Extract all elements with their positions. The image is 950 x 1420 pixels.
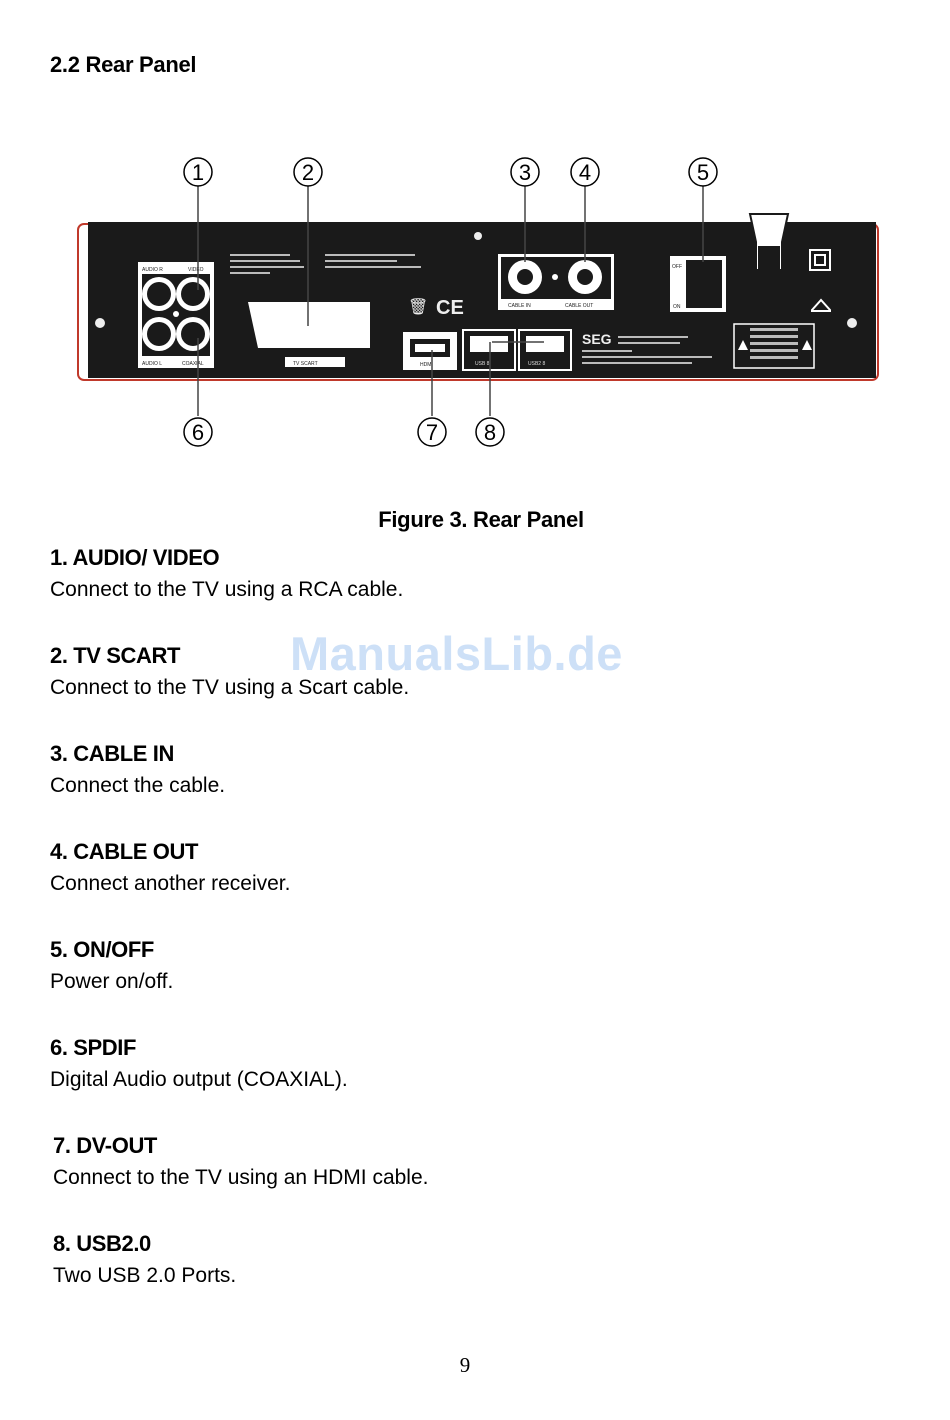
item-title: 3. CABLE IN [50,741,174,766]
item-title: 2. TV SCART [50,643,181,668]
list-item [50,837,910,935]
power-switch [686,260,722,308]
item-title: 6. SPDIF [50,1035,137,1060]
item-text: Digital Audio output (COAXIAL). [50,1068,348,1091]
list-item [50,739,910,837]
callout-number: 7 [425,420,439,445]
port-label: OFF [672,264,682,270]
port-label: USB 8 [475,361,490,367]
page-number: 9 [459,1353,471,1377]
list-item [50,1131,910,1229]
list-item [50,935,910,1033]
figure-caption: Figure 3. Rear Panel [378,507,584,532]
screw-icon [95,318,105,328]
port-label: USB2 8 [528,361,546,367]
screw-icon [847,318,857,328]
item-text: Connect to the TV using a RCA cable. [50,578,404,601]
port-label: HDMI [420,362,433,368]
ce-mark-icon: CE [436,297,464,319]
section-title: 2.2 Rear Panel [50,52,197,77]
port-label: AUDIO R [142,267,163,273]
scart-port [248,302,370,348]
port-label: TV SCART [293,361,318,367]
callout-number: 2 [301,160,315,185]
weee-bin-icon: 🗑 [408,297,429,316]
callout-number: 6 [191,420,205,445]
port-label: COAXIAL [182,361,204,367]
callout-number: 4 [578,160,592,185]
callout-number: 5 [696,160,710,185]
rear-panel-figure [70,150,885,460]
watermark: ManualsLib.de [290,627,623,680]
rear-panel-diagram [70,150,885,460]
list-item [50,1229,910,1327]
item-title: 1. AUDIO/ VIDEO [50,545,220,570]
port-label: VIDEO [188,267,204,273]
item-text: Connect the cable. [50,774,226,797]
brand-logo: SEG [582,331,612,347]
item-title: 7. DV-OUT [53,1133,157,1158]
port-label: ON [673,304,681,310]
port-label: CABLE IN [508,303,531,309]
callout-number: 3 [518,160,532,185]
item-title: 8. USB2.0 [53,1231,151,1256]
port-label: AUDIO L [142,361,163,367]
callout-number: 1 [191,160,205,185]
item-text: Connect another receiver. [50,872,291,895]
list-item [50,1033,910,1131]
item-text: Two USB 2.0 Ports. [53,1264,237,1287]
item-text: Connect to the TV using an HDMI cable. [53,1166,429,1189]
item-title: 5. ON/OFF [50,937,154,962]
screw-icon [474,232,482,240]
callout-number: 8 [483,420,497,445]
item-title: 4. CABLE OUT [50,839,198,864]
port-label: CABLE OUT [565,303,594,309]
item-text: Connect to the TV using a Scart cable. [50,676,410,699]
item-text: Power on/off. [50,970,174,993]
